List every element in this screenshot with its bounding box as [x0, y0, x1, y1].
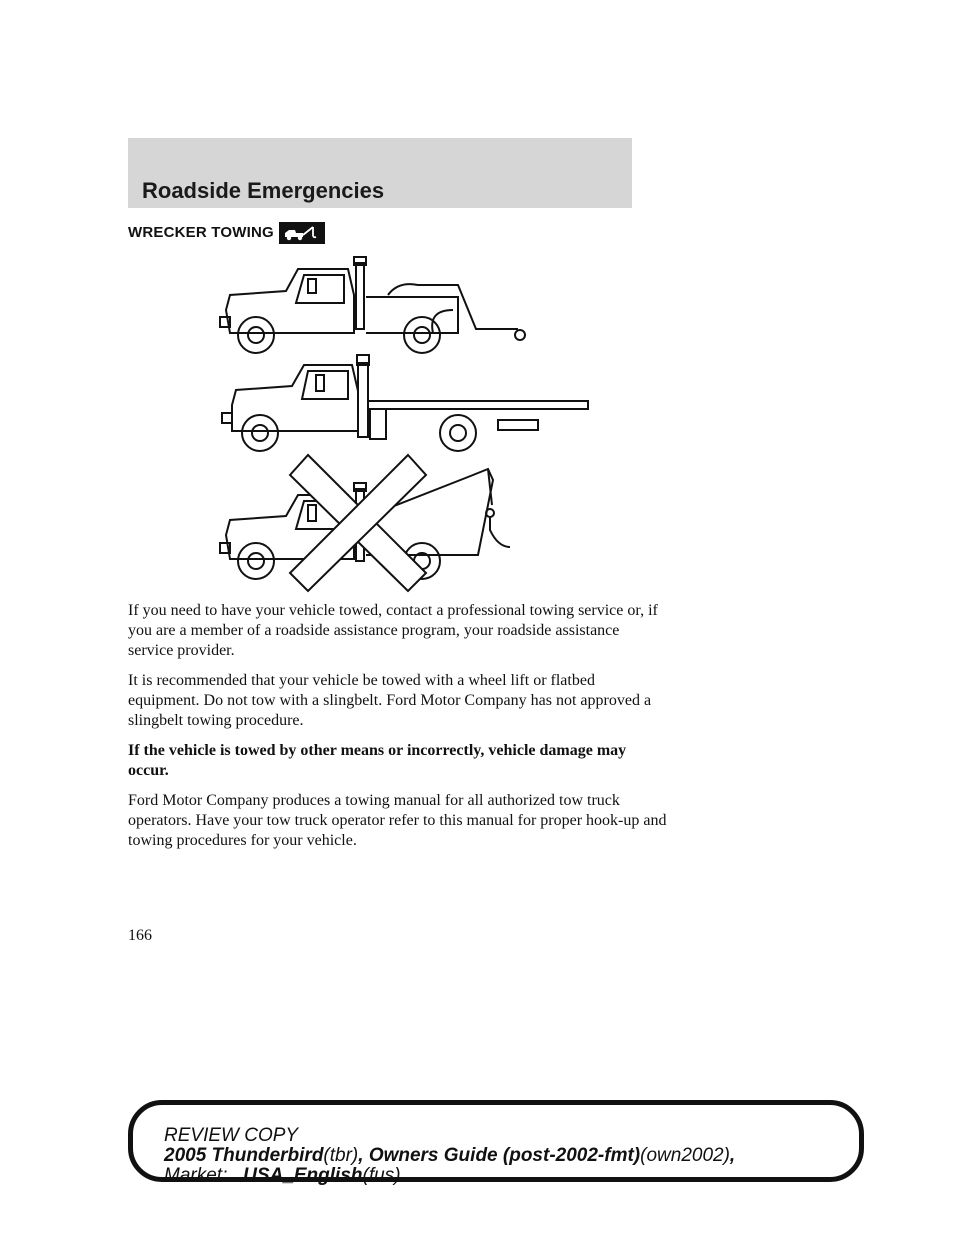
page-number: 166 — [128, 927, 152, 944]
body-text — [128, 601, 668, 861]
section-heading: WRECKER TOWING — [128, 224, 274, 241]
cross-out-mark — [290, 455, 426, 591]
wheel-lift-truck — [220, 257, 525, 353]
page-title: Roadside Emergencies — [142, 178, 385, 203]
footer-review-line: REVIEW COPY — [164, 1125, 299, 1146]
footer-model-line: 2005 Thunderbird(tbr), Owners Guide (post-2002-fmt)(own2002), — [164, 1145, 736, 1166]
paragraph-contact-service: If you need to have your vehicle towed, contact a professional towing service or, if you are a member of a roadside assistance program, your roadside assistance service provider. — [128, 602, 658, 659]
flatbed-truck — [222, 355, 588, 451]
towing-methods-illustration — [208, 255, 598, 595]
tow-truck-icon — [279, 222, 325, 244]
paragraph-damage-warning: If the vehicle is towed by other means or incorrectly, vehicle damage may occur. — [128, 742, 627, 779]
paragraph-towing-manual: Ford Motor Company produces a towing manual for all authorized tow truck operators. Have your tow truck operator refer to this manual for proper hook-up and towing procedures for your vehicle. — [128, 792, 667, 849]
paragraph-recommended-equipment: It is recommended that your vehicle be towed with a wheel lift or flatbed equipment. Do not tow with a slingbelt. Ford Motor Company has not approved a slingbelt towing procedure. — [128, 672, 652, 729]
footer-text — [164, 1126, 735, 1186]
footer-market-line: Market: USA_English(fus) — [164, 1165, 401, 1186]
